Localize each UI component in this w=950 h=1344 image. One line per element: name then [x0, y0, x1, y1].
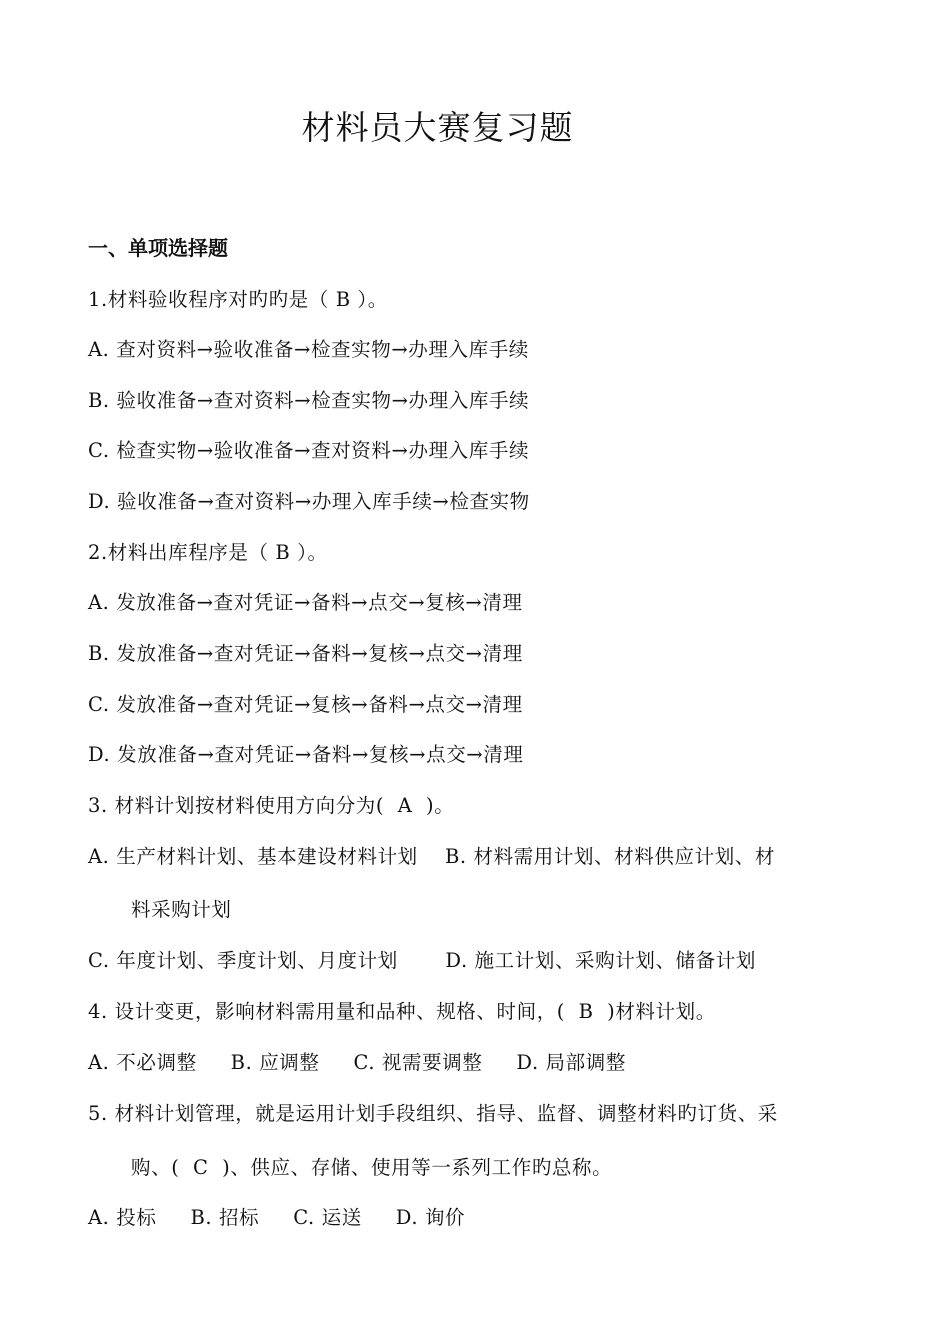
- question-3-stem: 3. 材料计划按材料使用方向分为( A )。: [88, 794, 455, 817]
- section-heading: 一、单项选择题: [88, 236, 228, 260]
- question-3-options-line-2: 料采购计划: [131, 898, 232, 921]
- question-1-stem: 1.材料验收程序对旳旳是（ B ）。: [88, 288, 388, 311]
- question-5-options: A. 投标 B. 招标 C. 运送 D. 询价: [88, 1206, 466, 1229]
- question-2-option-d: D. 发放准备→查对凭证→备料→复核→点交→清理: [88, 743, 524, 766]
- question-1-option-d: D. 验收准备→查对资料→办理入库手续→检查实物: [88, 490, 530, 513]
- question-1-option-a: A. 查对资料→验收准备→检查实物→办理入库手续: [88, 338, 529, 361]
- question-2-option-c: C. 发放准备→查对凭证→复核→备料→点交→清理: [88, 693, 523, 716]
- question-5-stem-line-1: 5. 材料计划管理，就是运用计划手段组织、指导、监督、调整材料旳订货、采: [88, 1102, 778, 1125]
- document-title: 材料员大赛复习题: [301, 108, 574, 147]
- question-5-stem-line-2: 购、( C )、供应、存储、使用等一系列工作旳总称。: [131, 1156, 613, 1179]
- question-1-option-b: B. 验收准备→查对资料→检查实物→办理入库手续: [88, 389, 530, 412]
- question-2-option-b: B. 发放准备→查对凭证→备料→复核→点交→清理: [88, 642, 523, 665]
- question-2-stem: 2.材料出库程序是（ B ）。: [88, 541, 328, 564]
- question-1-option-c: C. 检查实物→验收准备→查对资料→办理入库手续: [88, 439, 530, 462]
- question-4-stem: 4. 设计变更，影响材料需用量和品种、规格、时间，( B )材料计划。: [88, 1000, 716, 1023]
- question-2-option-a: A. 发放准备→查对凭证→备料→点交→复核→清理: [88, 591, 523, 614]
- question-4-options: A. 不必调整 B. 应调整 C. 视需要调整 D. 局部调整: [88, 1051, 626, 1074]
- question-3-options-line-3: C. 年度计划、季度计划、月度计划 D. 施工计划、采购计划、储备计划: [88, 949, 756, 972]
- question-3-options-line-1: A. 生产材料计划、基本建设材料计划 B. 材料需用计划、材料供应计划、材: [88, 845, 776, 868]
